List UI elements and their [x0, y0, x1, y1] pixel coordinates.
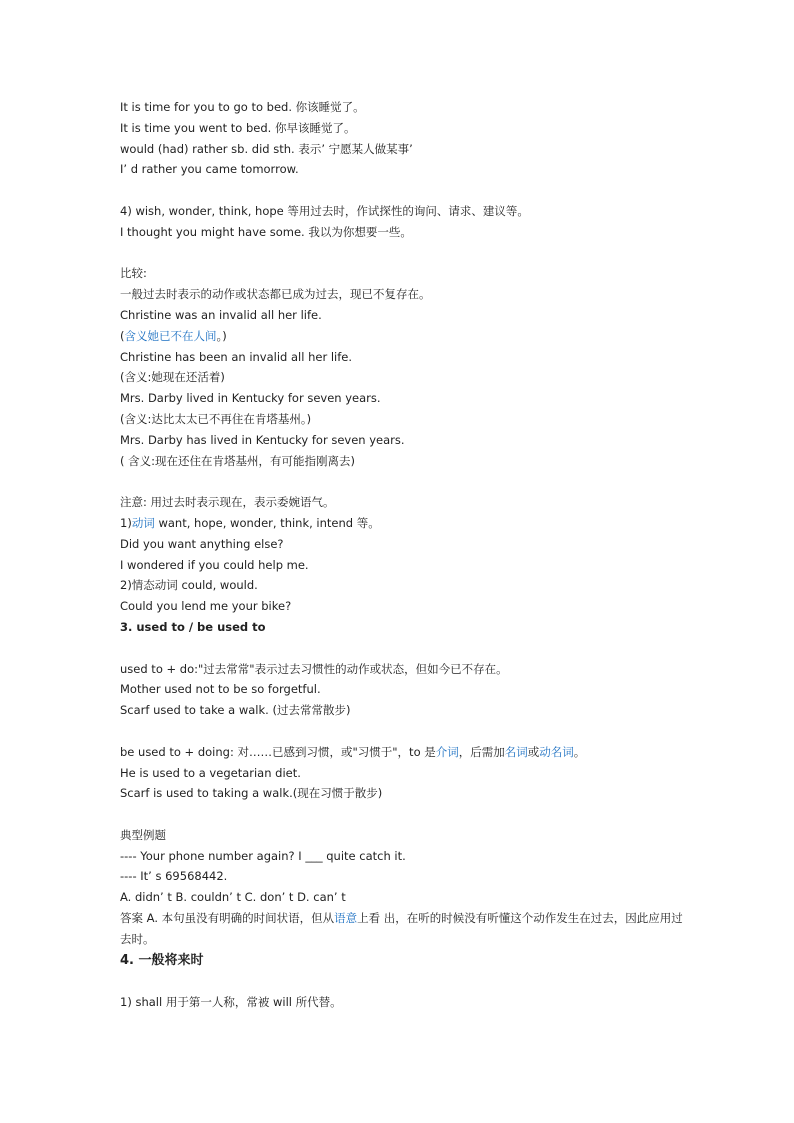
text-line: used to + do:"过去常常"表示过去习惯性的动作或状态，但如今已不存在。: [120, 661, 508, 676]
link-gerund[interactable]: 动名词: [539, 744, 574, 759]
section-label: 比较:: [120, 266, 147, 281]
text-line: I wondered if you could help me.: [120, 557, 309, 572]
link-noun[interactable]: 名词: [504, 744, 528, 759]
text-fragment: ，后需加: [458, 744, 505, 759]
text-line: [120, 326, 690, 347]
spacer: [120, 471, 690, 492]
text-line: [120, 742, 690, 763]
text-fragment: 或: [527, 744, 540, 759]
section-heading: 3. used to / be used to: [120, 619, 266, 634]
spacer: [120, 243, 690, 264]
spacer: [120, 804, 690, 825]
spacer: [120, 180, 690, 201]
text-line: would (had) rather sb. did sth. 表示’ 宁愿某人做某事’: [120, 141, 413, 156]
paren: 。): [216, 328, 227, 343]
text-line: It is time you went to bed. 你早该睡觉了。: [120, 120, 356, 135]
text-line: ---- Your phone number again? I ___ quite catch it.: [120, 848, 406, 863]
text-line: It is time for you to go to bed. 你该睡觉了。: [120, 100, 365, 114]
text-fragment: be used to + doing: 对……已感到习惯，或"习惯于"，to 是: [120, 744, 436, 759]
text-fragment: 。: [573, 744, 586, 759]
spacer: [120, 638, 690, 659]
section-heading: 4. 一般将来时: [120, 952, 204, 968]
paren: (: [120, 328, 125, 343]
text-line: Did you want anything else?: [120, 536, 284, 551]
text-line: Scarf is used to taking a walk.(现在习惯于散步): [120, 786, 383, 801]
document-body: [120, 97, 690, 1013]
link-verb[interactable]: 动词: [131, 515, 155, 530]
text-line: (含义:达比太太已不再住在肯塔基州。): [120, 411, 312, 426]
text-line: 1) shall 用于第一人称，常被 will 所代替。: [120, 995, 342, 1010]
text-line: 2)情态动词 could, would.: [120, 578, 258, 593]
text-line: ( 含义:现在还住在肯塔基州，有可能指刚离去): [120, 453, 356, 468]
text-line: Mrs. Darby lived in Kentucky for seven years.: [120, 391, 381, 406]
spacer: [120, 972, 690, 993]
text-fragment: 上看 出，在听的时候没有听懂这个动作发生在过去，因此应用过去时。: [120, 911, 683, 946]
text-line: Mrs. Darby has lived in Kentucky for seven years.: [120, 432, 405, 447]
text-line: Christine has been an invalid all her life.: [120, 349, 353, 364]
text-line: ---- It’ s 69568442.: [120, 869, 228, 884]
note-line: 注意: 用过去时表示现在，表示委婉语气。: [120, 495, 335, 510]
text-line: I’ d rather you came tomorrow.: [120, 162, 299, 177]
text-line: Could you lend me your bike?: [120, 599, 292, 614]
list-marker: 1): [120, 515, 132, 530]
text-line: (含义:她现在还活着): [120, 370, 225, 385]
text-fragment: want, hope, wonder, think, intend 等。: [154, 515, 380, 530]
link-meaning[interactable]: 含义她已不在人间: [124, 328, 217, 343]
text-fragment: 答案 A. 本句虽没有明确的时间状语，但从: [120, 911, 335, 926]
answer-explanation: [120, 908, 690, 950]
link-preposition[interactable]: 介词: [435, 744, 459, 759]
text-line: Christine was an invalid all her life.: [120, 307, 322, 322]
text-line: 4) wish, wonder, think, hope 等用过去时，作试探性的询问、请求、建议等。: [120, 203, 529, 218]
section-label: 典型例题: [120, 827, 166, 842]
text-line: Mother used not to be so forgetful.: [120, 682, 321, 697]
text-line: Scarf used to take a walk. (过去常常散步): [120, 703, 351, 718]
answer-options: A. didn’ t B. couldn’ t C. don’ t D. can’ t: [120, 890, 346, 905]
text-line: He is used to a vegetarian diet.: [120, 765, 301, 780]
text-line: I thought you might have some. 我以为你想要一些。: [120, 224, 412, 239]
text-line: 一般过去时表示的动作或状态都已成为过去，现已不复存在。: [120, 287, 431, 302]
link-semantics[interactable]: 语意: [334, 911, 358, 926]
text-line: [120, 513, 690, 534]
spacer: [120, 721, 690, 742]
